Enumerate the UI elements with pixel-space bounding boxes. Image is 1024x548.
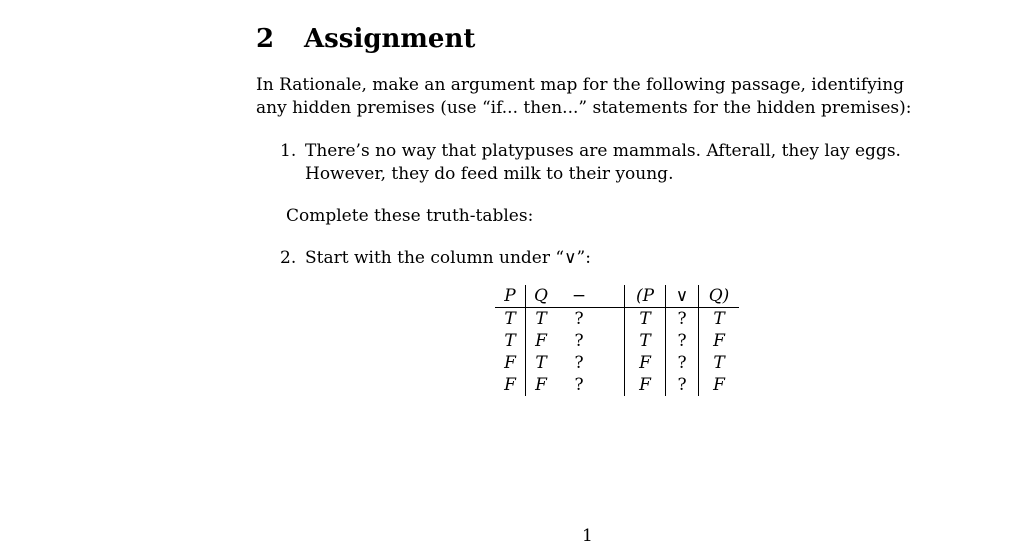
table-cell: ?	[574, 375, 584, 395]
item-text: Start with the column under “∨”:	[305, 248, 591, 268]
table-cell: ?	[574, 353, 584, 373]
table-cell: F	[625, 374, 666, 396]
header-cell: (P	[625, 285, 666, 308]
header-cell: −	[556, 285, 602, 308]
table-cell: T	[625, 308, 666, 331]
table-row	[495, 308, 739, 331]
section-title: Assignment	[304, 24, 476, 54]
table-cell: T	[504, 331, 516, 351]
table-cell: ?	[574, 331, 584, 351]
list-item-1	[280, 140, 940, 186]
table-cell: F	[526, 374, 557, 396]
table-cell: T	[526, 352, 557, 374]
table-cell: F	[526, 330, 557, 352]
table-row	[495, 330, 739, 352]
item-number: 1.	[280, 141, 297, 161]
table-cell: ?	[666, 374, 699, 396]
table-cell: F	[504, 353, 516, 373]
table-row	[495, 352, 739, 374]
table-row	[495, 374, 739, 396]
truth-table	[495, 285, 739, 396]
intro-paragraph: In Rationale, make an argument map for the following passage, identifying any hidden premises (use “if... then...” statements for the hidden premises):	[256, 75, 912, 118]
table-cell: F	[504, 375, 516, 395]
table-cell: ?	[666, 352, 699, 374]
table-cell: F	[699, 374, 740, 396]
header-cell: P	[495, 285, 526, 308]
table-cell: T	[526, 308, 557, 331]
table-header-row	[495, 285, 739, 308]
instruction-text: Complete these truth-tables:	[286, 206, 534, 226]
table-cell: F	[699, 330, 740, 352]
table-cell: T	[625, 330, 666, 352]
header-cell: Q	[526, 285, 557, 308]
table-cell: T	[699, 352, 740, 374]
table-cell: ?	[666, 308, 699, 331]
header-cell: Q)	[699, 285, 740, 308]
header-cell: ∨	[666, 285, 699, 308]
table-cell: T	[699, 308, 740, 331]
page-number: 1	[582, 526, 593, 546]
table-cell: T	[504, 309, 516, 329]
item-text: There’s no way that platypuses are mammals. Afterall, they lay eggs. However, they do feed milk to their young.	[305, 141, 901, 184]
table-cell	[602, 352, 625, 374]
section-number: 2	[256, 24, 275, 54]
section-heading	[256, 24, 475, 54]
table-cell	[602, 374, 625, 396]
table-cell: F	[625, 352, 666, 374]
header-cell	[602, 285, 625, 308]
table-cell	[602, 330, 625, 352]
table-cell: ?	[666, 330, 699, 352]
list-item-2	[280, 247, 940, 270]
table-cell: ?	[574, 309, 584, 329]
item-number: 2.	[280, 248, 297, 268]
table-cell	[602, 308, 625, 331]
